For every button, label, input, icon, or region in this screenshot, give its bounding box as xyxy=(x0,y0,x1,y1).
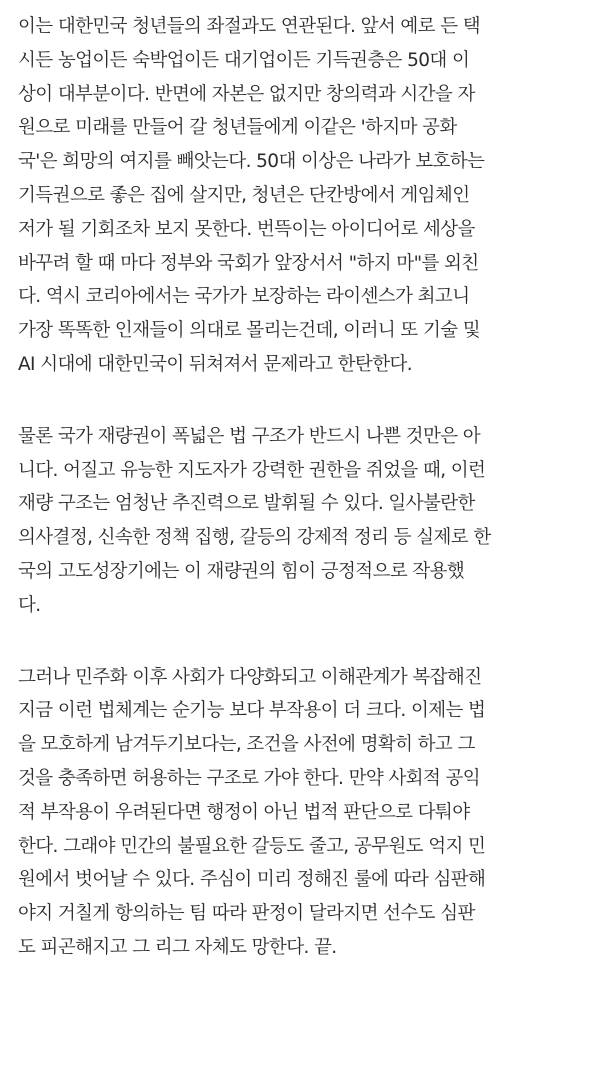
text-line: 기득권으로 좋은 집에 살지만, 청년은 단칸방에서 게임체인 xyxy=(18,184,470,206)
text-line: 한다. 그래야 민간의 불필요한 갈등도 줄고, 공무원도 억지 민 xyxy=(18,835,486,857)
text-line: 이는 대한민국 청년들의 좌절과도 연관된다. 앞서 예로 든 택 xyxy=(18,16,481,37)
text-line: 적 부작용이 우려된다면 행정이 아닌 법적 판단으로 다퉈야 xyxy=(18,801,470,823)
text-line: 다. xyxy=(18,594,41,616)
text-line: 그러나 민주화 이후 사회가 다양화되고 이해관계가 복잡해진 xyxy=(18,666,482,688)
paragraph-3 xyxy=(18,661,588,965)
text-line: 원으로 미래를 만들어 갈 청년들에게 이같은 '하지마 공화 xyxy=(18,117,457,139)
text-line: 다. 역시 코리아에서는 국가가 보장하는 라이센스가 최고니 xyxy=(18,286,470,308)
text-line: 바꾸려 할 때 마다 정부와 국회가 앞장서서 "하지 마"를 외친 xyxy=(18,252,479,274)
text-line: 지금 이런 법체계는 순기능 보다 부작용이 더 크다. 이제는 법 xyxy=(18,700,486,722)
text-line: 저가 될 기회조차 보지 못한다. 번뜩이는 아이디어로 세상을 xyxy=(18,218,475,240)
paragraph-1 xyxy=(18,0,588,382)
text-line: 재량 구조는 엄청난 추진력으로 발휘될 수 있다. 일사불란한 xyxy=(18,493,475,515)
text-line: 야지 거칠게 항의하는 팀 따라 판정이 달라지면 선수도 심판 xyxy=(18,903,475,925)
text-line: 것을 충족하면 허용하는 구조로 가야 한다. 만약 사회적 공익 xyxy=(18,767,481,789)
paragraph-2 xyxy=(18,420,588,623)
text-line: 상이 대부분이다. 반면에 자본은 없지만 창의력과 시간을 자 xyxy=(18,83,475,105)
text-line: 국의 고도성장기에는 이 재량권의 힘이 긍정적으로 작용했 xyxy=(18,560,465,582)
text-line: 의사결정, 신속한 정책 집행, 갈등의 강제적 정리 등 실제로 한 xyxy=(18,527,491,549)
article-body xyxy=(18,0,588,965)
text-line: 시든 농업이든 숙박업이든 대기업이든 기득권층은 50대 이 xyxy=(18,49,470,71)
text-line: 을 모호하게 남겨두기보다는, 조건을 사전에 명확히 하고 그 xyxy=(18,734,475,756)
text-line: 가장 똑똑한 인재들이 의대로 몰리는건데, 이러니 또 기술 및 xyxy=(18,320,481,342)
text-line: 니다. 어질고 유능한 지도자가 강력한 권한을 쥐었을 때, 이런 xyxy=(18,459,486,481)
text-line: AI 시대에 대한민국이 뒤쳐져서 문제라고 한탄한다. xyxy=(18,353,413,375)
text-line: 원에서 벗어날 수 있다. 주심이 미리 정해진 룰에 따라 심판해 xyxy=(18,869,486,891)
text-line: 도 피곤해지고 그 리그 자체도 망한다. 끝. xyxy=(18,936,337,958)
text-line: 국'은 희망의 여지를 빼앗는다. 50대 이상은 나라가 보호하는 xyxy=(18,151,485,173)
text-line: 물론 국가 재량권이 폭넓은 법 구조가 반드시 나쁜 것만은 아 xyxy=(18,425,481,447)
